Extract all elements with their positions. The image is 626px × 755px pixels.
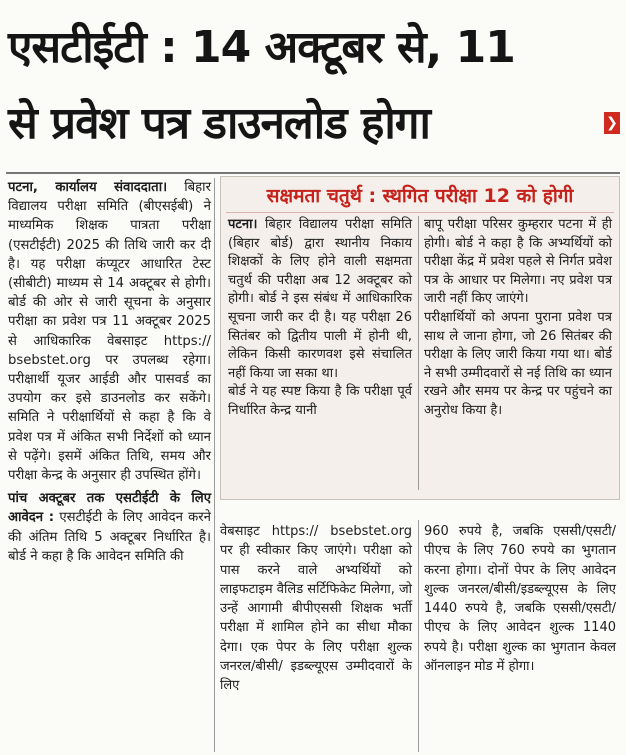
sidebar-text-right: बापू परीक्षा परिसर कुम्हरार पटना में ही होगी। बोर्ड ने कहा है कि अभ्यर्थियों को परीक्षा केंद्र में प्रवेश पहले से निर्गत प्रवेश पत्र के आधार पर मिलेगा। नए प्रवेश पत्र जारी नहीं किए जाएंगे। bbox=[424, 217, 612, 307]
sidebar-title: सक्षमता चतुर्थ : स्थगित परीक्षा 12 को होगी bbox=[226, 180, 614, 213]
sidebar-text-right-2: परीक्षार्थियों को अपना पुराना प्रवेश पत्र साथ ले जाना होगा, जो 26 सितंबर की परीक्षा के लिए जारी किया गया था। बोर्ड ने सभी उम्मीदवारों से नई तिथि का ध्यान रखने और समय पर केन्द्र पर पहुंचने का अनुरोध किया है। bbox=[424, 309, 612, 418]
sidebar-dateline: पटना। bbox=[228, 217, 258, 232]
headline-rule bbox=[6, 172, 620, 174]
headline-line-1: एसटीईटी : 14 अक्टूबर से, 11 bbox=[8, 22, 515, 73]
headline-line-2: से प्रवेश पत्र डाउनलोड होगा bbox=[8, 98, 430, 149]
sidebar-column-left bbox=[228, 216, 412, 421]
sidebar-text-left: बिहार विद्यालय परीक्षा समिति (बिहार बोर्ड) द्वारा स्थानीय निकाय शिक्षकों के लिए होने वाली सक्षमता चतुर्थ की परीक्षा अब 12 अक्टूबर को होगी। बोर्ड ने इस संबंध में आधिकारिक सूचना जारी कर दी है। यह परीक्षा 26 सितंबर को द्वितीय पाली में होनी थी, लेकिन किसी कारणवश इसे संचालित नहीं किया जा सका था। bbox=[228, 217, 412, 381]
article-column-3-text: 960 रुपये है, जबकि एससी/एसटी/पीएच के लिए 760 रुपये का भुगतान करना होगा। दोनों पेपर के लिए आवेदन शुल्क जनरल/बीसी/इडब्ल्यूएस के लिए 1440 रुपये है, जबकि एससी/एसटी/पीएच के लिए आवेदन शुल्क 1140 रुपये है। परीक्षा शुल्क का भुगतान केवल ऑनलाइन मोड में होगा। bbox=[424, 524, 616, 675]
article-column-2-text: वेबसाइट https:// bsebstet.org पर ही स्वीकार किए जाएंगे। परीक्षा को पास करने वाले अभ्यर्थियों को लाइफटाइम वैलिड सर्टिफिकेट मिलेगा, जो उन्हें आगामी बीपीएससी शिक्षक भर्ती परीक्षा में शामिल होने का सीधा मौका देगा। एक पेपर के लिए परीक्षा शुल्क जनरल/बीसी/ इडब्ल्यूएस उम्मीदवारों के लिए bbox=[220, 524, 412, 694]
headline bbox=[8, 10, 608, 162]
subheading: पांच अक्टूबर तक एसटीईटी के लिए आवेदन : bbox=[8, 491, 211, 526]
article-column-3 bbox=[424, 522, 616, 676]
sidebar-column-right bbox=[424, 216, 612, 421]
subheading-body: एसटीईटी के लिए आवेदन करने की अंतिम तिथि 5 अक्टूबर निर्धारित है। बोर्ड ने कहा है कि आवेदन समिति की bbox=[8, 510, 211, 564]
article-body: बिहार विद्यालय परीक्षा समिति (बीएसईबी) ने माध्यमिक शिक्षक पात्रता परीक्षा (एसटीईटी) 2025 की तिथि जारी कर दी है। यह परीक्षा कंप्यूटर आधारित टेस्ट (सीबीटी) माध्यम से 14 अक्टूबर से होगी। बोर्ड की ओर से जारी सूचना के अनुसार परीक्षा का प्रवेश पत्र 11 अक्टूबर 2025 से आधिकारिक वेबसाइट https:// bsebstet.org पर उपलब्ध रहेगा। परीक्षार्थी यूजर आईडी और पासवर्ड का उपयोग कर इसे डाउनलोड कर सकेंगे। समिति ने परीक्षार्थियों से कहा है कि वे प्रवेश पत्र में अंकित सभी निर्देशों को ध्यान से पढ़ेंगे। इसमें अंकित तिथि, समय और परीक्षा केन्द्र के अनुसार ही उपस्थित होंगे। bbox=[8, 180, 211, 484]
sidebar-divider bbox=[418, 216, 419, 490]
column-divider bbox=[214, 178, 215, 752]
sidebar-text-left-2: बोर्ड ने यह स्पष्ट किया है कि परीक्षा पूर्व निर्धारित केन्द्र यानी bbox=[228, 384, 412, 418]
next-arrow-icon[interactable]: ❯ bbox=[604, 112, 620, 134]
column-divider-2 bbox=[418, 520, 419, 752]
article-column-1 bbox=[8, 178, 211, 566]
article-column-2 bbox=[220, 522, 412, 696]
dateline: पटना, कार्यालय संवाददाता। bbox=[8, 180, 168, 195]
